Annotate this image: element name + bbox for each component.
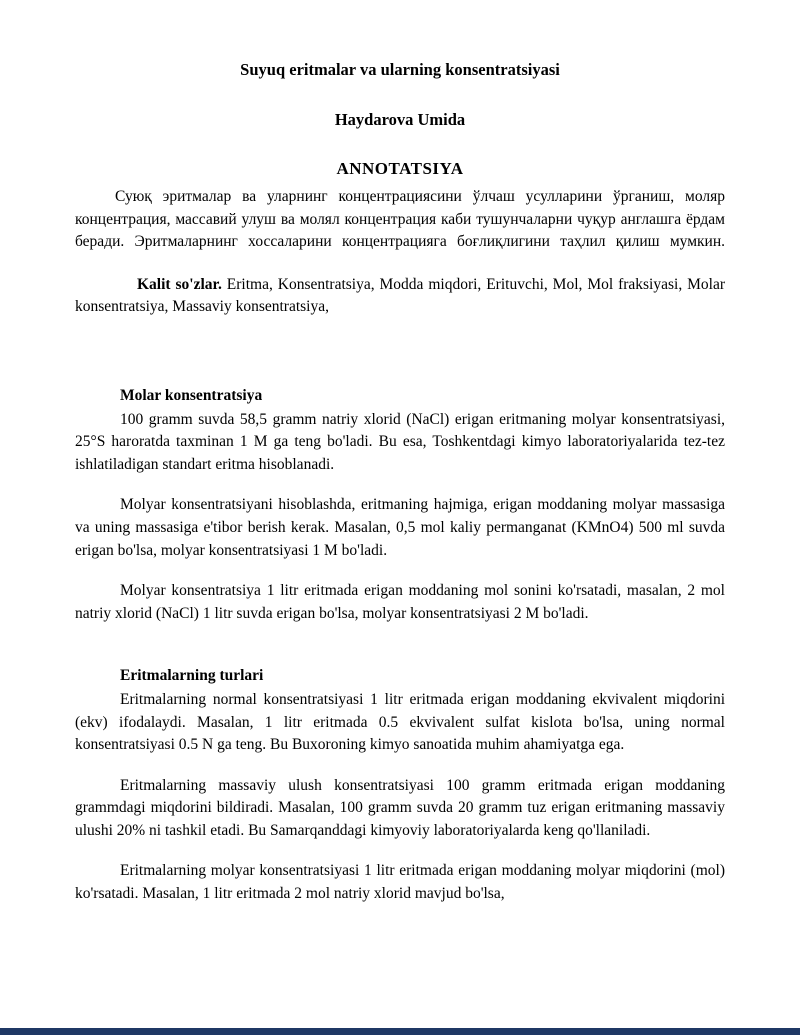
paragraph: Molyar konsentratsiyani hisoblashda, eritmaning hajmiga, erigan moddaning molyar massasiga va uning massasiga e'tibor berish kerak. Masalan, 0,5 mol kaliy permanganat (KMnO4) 500 ml suvda erigan bo'lsa, molyar konsentratsiyasi 1 M bo'ladi. [75,496,725,559]
paragraph: Molyar konsentratsiya 1 litr eritmada erigan moddaning mol sonini ko'rsatadi, masalan, 2 mol natriy xlorid (NaCl) 1 litr suvda erigan bo'lsa, molyar konsentratsiyasi 2 M bo'ladi. [75,582,725,622]
paragraph: Eritmalarning normal konsentratsiyasi 1 litr eritmada erigan moddaning ekvivalent miqdorini (ekv) ifodalaydi. Masalan, 1 litr eritmada 0.5 ekvivalent sulfat kislota bo'lsa, uning normal konsentratsiyasi 0.5 N ga teng. Bu Buxoroning kimyo sanoatida muhim ahamiyatga ega. [75,690,725,754]
paragraph: Eritmalarning molyar konsentratsiyasi 1 litr eritmada erigan moddaning molyar miqdorini (mol) ko'rsatadi. Masalan, 1 litr eritmada 2 mol natriy xlorid mavjud bo'lsa, [75,862,725,903]
keywords-label: Kalit so'zlar. [137,275,222,293]
section-molar-konsentratsiya [75,385,725,625]
section-eritmalarning-turlari [75,665,725,905]
keywords-text: Eritma, Konsentratsiya, Modda miqdori, Erituvchi, Mol, Mol fraksiyasi, Molar konsentratsiya, Massaviy konsentratsiya, [75,275,725,316]
keywords-paragraph [75,274,725,319]
annotation-heading: ANNOTATSIYA [336,159,464,178]
paragraph: 100 gramm suvda 58,5 gramm natriy xlorid (NaCl) erigan eritmaning molyar konsentratsiyasi, 25°S haroratda taxminan 1 M ga teng bo'ladi. Bu esa, Toshkentdagi kimyo laboratoriyalarida tez-tez ishlatiladigan standart eritma hisoblanadi. [75,410,725,473]
section-heading-molar-konsentratsiya: Molar konsentratsiya [120,386,263,404]
bottom-bar [0,1028,800,1035]
paragraph: Eritmalarning massaviy ulush konsentratsiyasi 100 gramm eritmada erigan moddaning grammdagi miqdorini bildiradi. Masalan, 100 gramm suvda 20 gramm tuz erigan eritmaning massaviy ulushi 20% ni tashkil etadi. Bu Samarqanddagi kimyoviy laboratoriyalarda keng qo'llaniladi. [75,776,725,839]
section-heading-eritmalarning-turlari: Eritmalarning turlari [120,667,264,685]
author-name: Haydarova Umida [334,110,466,129]
document-title: Suyuq eritmalar va ularning konsentratsiyasi [240,60,560,79]
annotation-paragraph: Суюқ эритмалар ва уларнинг концентрациясини ўлчаш усулларини ўрганиш, моляр концентрация, массавий улуш ва молял концентрация каби тушунчаларни чуқур англашга ёрдам беради. Эритмаларнинг хоссаларини концентрацияга боғлиқлигини таҳлил қилиш мумкин. [75,188,725,251]
